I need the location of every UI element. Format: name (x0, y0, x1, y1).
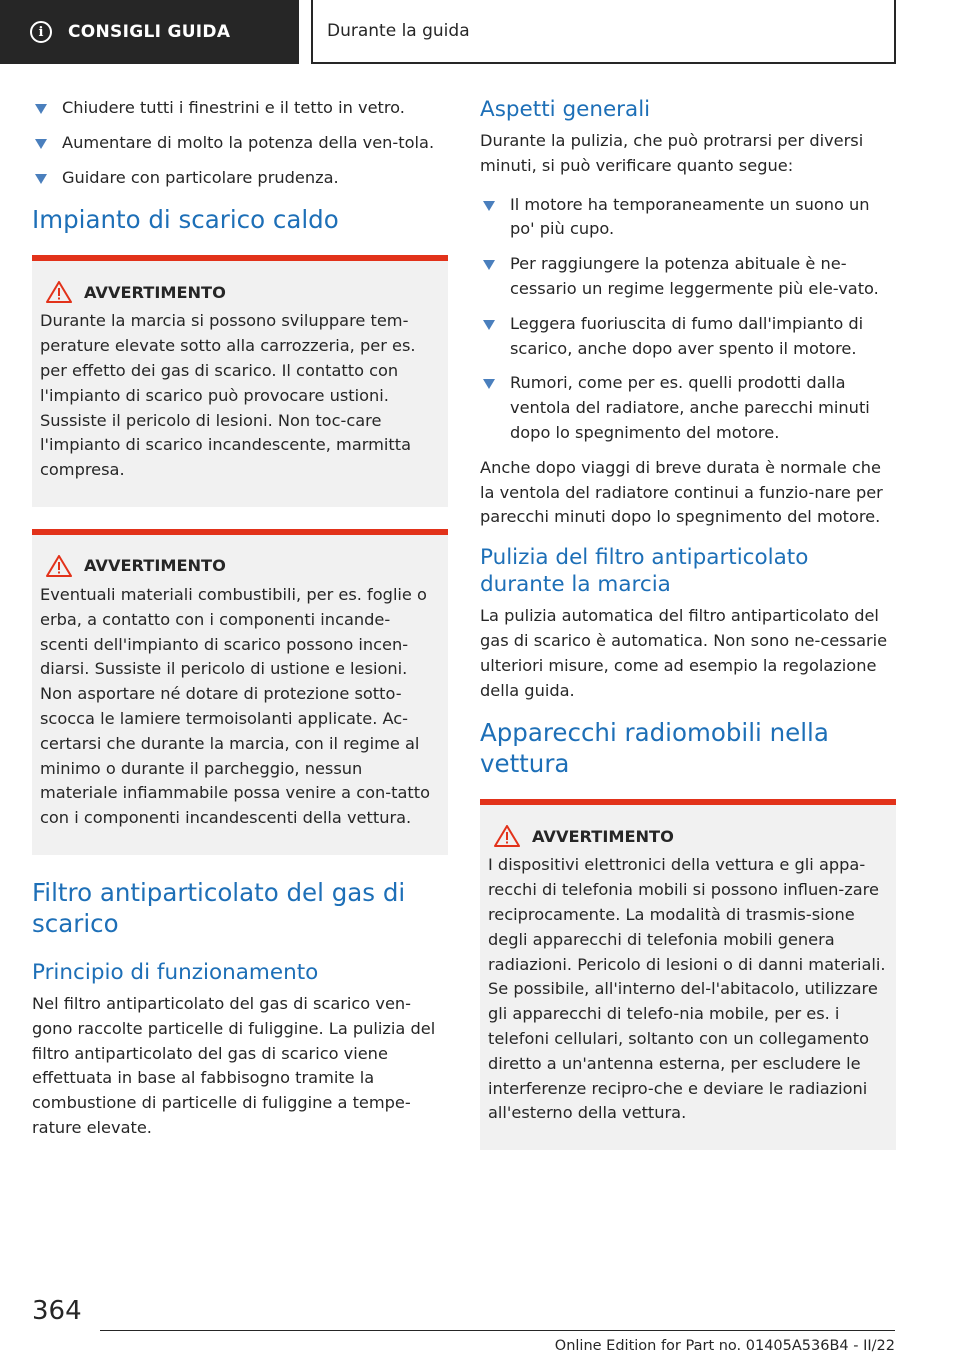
left-column (32, 96, 448, 1155)
section-title-hot-exhaust: Impianto di scarico caldo (32, 205, 339, 235)
page-number: 364 (32, 1296, 82, 1326)
triangle-bullet-icon (35, 174, 47, 184)
header-chapter: Durante la guida (327, 21, 470, 41)
warning-title: AVVERTIMENTO (532, 826, 674, 846)
list-item: Per raggiungere la potenza abituale è ne-cessario un regime leggermente più ele-vato. (480, 252, 896, 302)
warning-text: Durante la marcia si possono sviluppare tem-perature elevate sotto alla carrozzeria, per es. per effetto dei gas di scarico. Il contatto con l'impianto di scarico può provocare ustioni. Sussiste il pericolo di lesioni. Non toc-care l'impianto di scarico incandescente, marmitta compresa. (40, 311, 416, 480)
section-title-particulate-filter: Filtro antiparticolato del gas di scarico (32, 877, 406, 938)
warning-triangle-icon (46, 555, 72, 577)
bullet-list-right (480, 193, 896, 446)
warning-triangle-icon (46, 281, 72, 303)
right-column (480, 96, 896, 1172)
subsection-title-filter-cleaning: Pulizia del filtro antiparticolato durante la marcia (480, 545, 809, 598)
warning-title: AVVERTIMENTO (84, 556, 226, 576)
warning-text: I dispositivi elettronici della vettura e gli appa-recchi di telefonia mobili si possono influen-zare reciprocamente. La modalità di trasmis-sione degli apparecchi di telefonia mobili genera radiazioni. Pericolo di lesioni o di danni materiali. Se possibile, all'interno del-l'abitacolo, utilizzare gli apparecchi di telefo-nia mobile, per es. i telefoni cellulari, soltanto con un collegamento diretto a un'antenna esterna, per escludere le interferenze recipro-che e deviare le radiazioni all'esterno della vettura. (488, 855, 886, 1123)
list-item: Chiudere tutti i finestrini e il tetto in vetro. (32, 96, 448, 121)
warning-box (32, 529, 448, 855)
subsection-title-general: Aspetti generali (480, 97, 651, 122)
list-item: Guidare con particolare prudenza. (32, 166, 448, 191)
info-icon: i (30, 21, 52, 43)
footer-divider (100, 1330, 895, 1331)
footer-edition: Online Edition for Part no. 01405A536B4 - II/22 (554, 1338, 895, 1354)
list-item: Leggera fuoriuscita di fumo dall'impianto di scarico, anche dopo aver spento il motore. (480, 312, 896, 362)
list-item: Il motore ha temporaneamente un suono un po' più cupo. (480, 193, 896, 243)
triangle-bullet-icon (35, 139, 47, 149)
triangle-bullet-icon (483, 320, 495, 330)
paragraph: La pulizia automatica del filtro antiparticolato del gas di scarico è automatica. Non sono ne-cessarie ulteriori misure, come ad esempio la regolazione della guida. (480, 606, 888, 700)
warning-title: AVVERTIMENTO (84, 282, 226, 302)
header-tab (0, 0, 299, 64)
paragraph: Nel filtro antiparticolato del gas di scarico ven-gono raccolte particelle di fuliggine. La pulizia del filtro antiparticolato del gas di scarico viene effettuata in base al fabbisogno tramite la combustione di particelle di fuliggine a tempe-rature elevate. (32, 993, 436, 1137)
triangle-bullet-icon (483, 201, 495, 211)
paragraph: Durante la pulizia, che può protrarsi per diversi minuti, si può verificare quanto segue: (480, 131, 864, 175)
section-title-mobile-devices: Apparecchi radiomobili nella vettura (480, 718, 829, 779)
triangle-bullet-icon (483, 379, 495, 389)
header-chapter-frame (311, 0, 896, 64)
paragraph: Anche dopo viaggi di breve durata è normale che la ventola del radiatore continui a funzio-nare per parecchi minuti dopo lo spegnimento del motore. (480, 457, 883, 527)
bullet-list-left (32, 96, 448, 190)
warning-box (480, 799, 896, 1150)
list-item: Aumentare di molto la potenza della ven-tola. (32, 131, 448, 156)
warning-text: Eventuali materiali combustibili, per es. foglie o erba, a contatto con i componenti incande-scenti dell'impianto di scarico possono incen-diarsi. Sussiste il pericolo di ustione e lesioni. Non asportare né dotare di protezione sotto-scocca le lamiere termoisolanti applicate. Ac-certarsi che durante la marcia, con il regime al minimo o durante il parcheggio, nessun materiale infiammabile possa venire a con-tatto con i componenti incandescenti della vettura. (40, 584, 431, 828)
header-tab-label: CONSIGLI GUIDA (68, 22, 231, 42)
subsection-title-principle: Principio di funzionamento (32, 959, 319, 985)
triangle-bullet-icon (35, 104, 47, 114)
triangle-bullet-icon (483, 260, 495, 270)
warning-box (32, 255, 448, 507)
warning-triangle-icon (494, 825, 520, 847)
list-item: Rumori, come per es. quelli prodotti dalla ventola del radiatore, anche parecchi minuti dopo lo spegnimento del motore. (480, 371, 896, 445)
